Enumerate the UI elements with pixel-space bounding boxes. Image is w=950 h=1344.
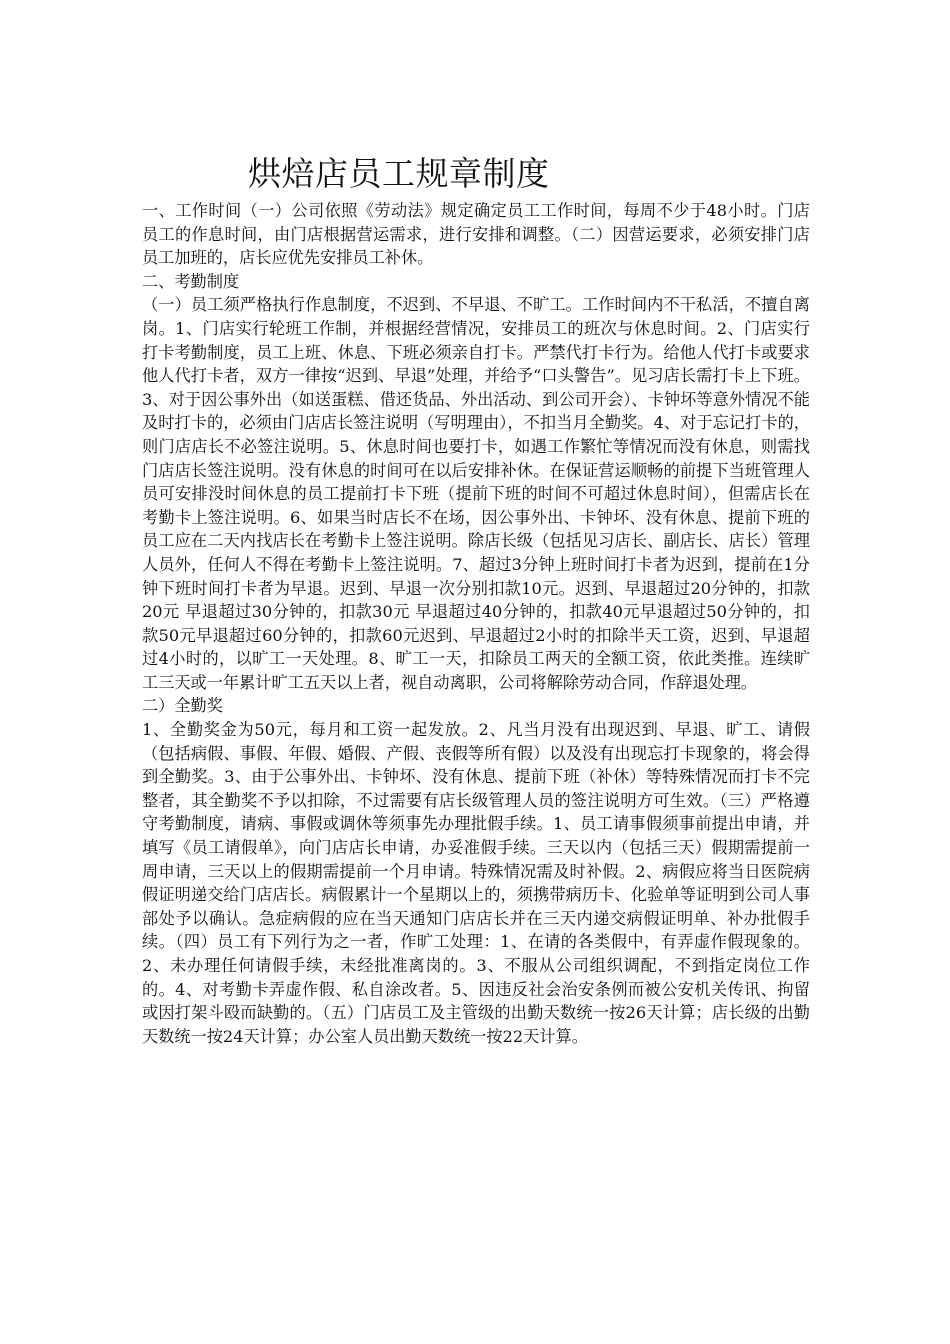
paragraph-work-hours: 一、工作时间（一）公司依照《劳动法》规定确定员工工作时间，每周不少于48小时。门店员工的作息时间，由门店根据营运需求，进行安排和调整。（二）因营运要求，必须安排门店员工加班的，店长应优先安排员工补休。 (142, 201, 810, 268)
document-body (142, 199, 810, 1048)
heading-attendance: 二、考勤制度 (142, 271, 240, 291)
heading-full-attendance-bonus: 二）全勤奖 (142, 696, 223, 716)
paragraph-bonus-and-leave: 1、全勤奖金为50元，每月和工资一起发放。2、凡当月没有出现迟到、早退、旷工、请假（包括病假、事假、年假、婚假、产假、丧假等所有假）以及没有出现忘打卡现象的，将会得到全勤奖。3、由于公事外出、卡钟坏、没有休息、提前下班（补休）等特殊情况而打卡不完整者，其全勤奖不予以扣除，不过需要有店长级管理人员的签注说明方可生效。（三）严格遵守考勤制度，请病、事假或调休等须事先办理批假手续。1、员工请事假须事前提出申请，并填写《员工请假单》，向门店店长申请，办妥准假手续。三天以内（包括三天）假期需提前一周申请，三天以上的假期需提前一个月申请。特殊情况需及时补假。2、病假应将当日医院病假证明递交给门店店长。病假累计一个星期以上的，须携带病历卡、化验单等证明到公司人事部处予以确认。急症病假的应在当天通知门店店长并在三天内递交病假证明单、补办批假手续。（四）员工有下列行为之一者，作旷工处理：1、在请的各类假中，有弄虚作假现象的。2、未办理任何请假手续，未经批准离岗的。3、不服从公司组织调配，不到指定岗位工作的。4、对考勤卡弄虚作假、私自涂改者。5、因违反社会治安条例而被公安机关传讯、拘留或因打架斗殴而缺勤的。（五）门店员工及主管级的出勤天数统一按26天计算；店长级的出勤天数统一按24天计算；办公室人员出勤天数统一按22天计算。 (142, 720, 810, 1046)
paragraph-attendance-rules: （一）员工须严格执行作息制度，不迟到、不早退、不旷工。工作时间内不干私活，不擅自离岗。1、门店实行轮班工作制，并根据经营情况，安排员工的班次与休息时间。2、门店实行打卡考勤制度，员工上班、休息、下班必须亲自打卡。严禁代打卡行为。给他人代打卡或要求他人代打卡者，双方一律按“迟到、早退”处理，并给予“口头警告”。见习店长需打卡上下班。3、对于因公事外出（如送蛋糕、借还货品、外出活动、到公司开会）、卡钟坏等意外情况不能及时打卡的，必须由门店店长签注说明（写明理由），不扣当月全勤奖。4、对于忘记打卡的，则门店店长不必签注说明。5、休息时间也要打卡，如遇工作繁忙等情况而没有休息，则需找门店店长签注说明。没有休息的时间可在以后安排补休。在保证营运顺畅的前提下当班管理人员可安排没时间休息的员工提前打卡下班（提前下班的时间不可超过休息时间），但需店长在考勤卡上签注说明。6、如果当时店长不在场，因公事外出、卡钟坏、没有休息、提前下班的员工应在二天内找店长在考勤卡上签注说明。除店长级（包括见习店长、副店长、店长）管理人员外，任何人不得在考勤卡上签注说明。7、超过3分钟上班时间打卡者为迟到，提前在1分钟下班时间打卡者为早退。迟到、早退一次分别扣款10元。迟到、早退超过20分钟的，扣款20元 早退超过30分钟的，扣款30元 早退超过40分钟的，扣款40元早退超过50分钟的，扣款50元早退超过60分钟的，扣款60元迟到、早退超过2小时的扣除半天工资，迟到、早退超过4小时的，以旷工一天处理。8、旷工一天，扣除员工两天的全额工资，依此类推。连续旷工三天或一年累计旷工五天以上者，视自动离职，公司将解除劳动合同，作辞退处理。 (142, 295, 810, 692)
document-title: 烘焙店员工规章制度 (248, 154, 550, 193)
